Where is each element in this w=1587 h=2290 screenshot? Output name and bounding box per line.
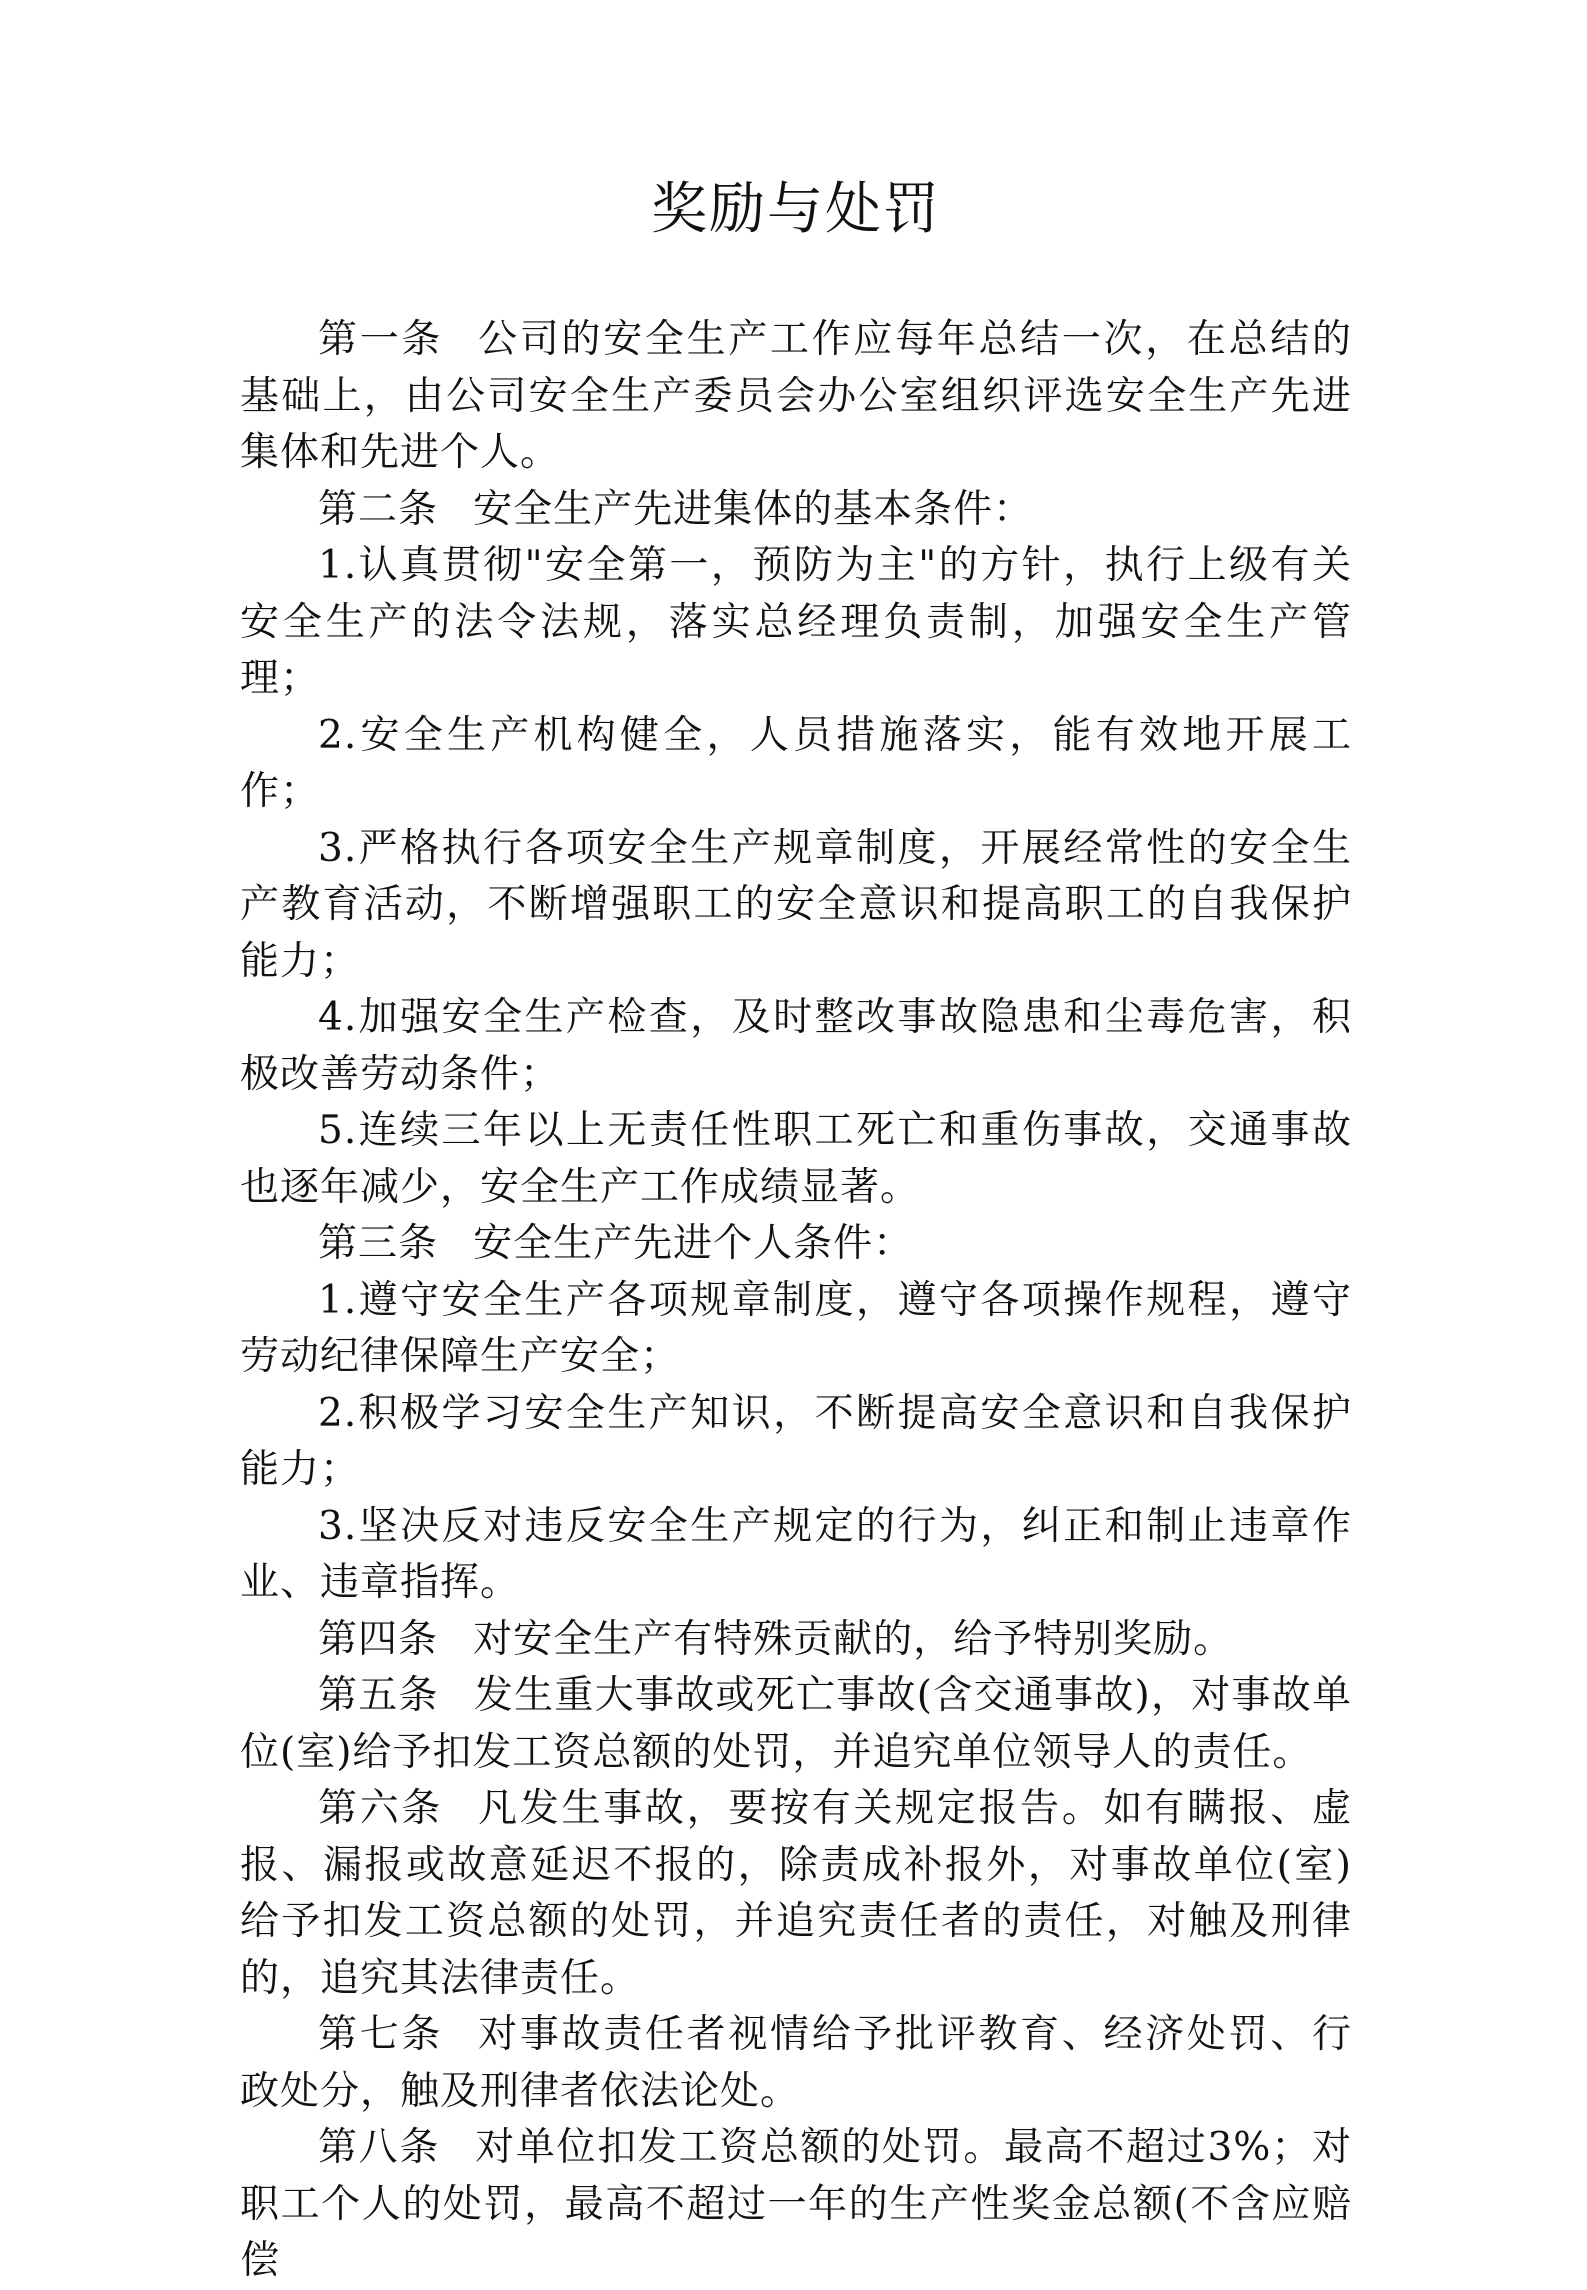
article-text: 对事故责任者视情给予批评教育、经济处罚、行政处分，触及刑律者依法论处。 xyxy=(240,2012,1352,2114)
item-text: 3.坚决反对违反安全生产规定的行为，纠正和制止违章作业、违章指挥。 xyxy=(240,1503,1352,1605)
article-label: 第四条 xyxy=(318,1616,439,1662)
article-text: 发生重大事故或死亡事故(含交通事故)，对事故单位(室)给予扣发工资总额的处罚，并追究单位领导人的责任。 xyxy=(240,1673,1352,1775)
article-5 xyxy=(240,1668,1352,1781)
item-text: 4.加强安全生产检查，及时整改事故隐患和尘毒危害，积极改善劳动条件； xyxy=(240,995,1352,1097)
item-text: 2.安全生产机构健全，人员措施落实，能有效地开展工作； xyxy=(240,712,1352,814)
article-2-item-3 xyxy=(240,821,1352,991)
article-2 xyxy=(240,482,1352,539)
article-text: 对单位扣发工资总额的处罚。最高不超过3%；对职工个人的处罚，最高不超过一年的生产性奖金总额(不含应赔偿 xyxy=(240,2125,1352,2283)
article-3-item-3 xyxy=(240,1499,1352,1612)
article-7 xyxy=(240,2007,1352,2120)
article-text: 对安全生产有特殊贡献的，给予特别奖励。 xyxy=(473,1616,1234,1662)
article-label: 第二条 xyxy=(318,486,439,532)
article-2-item-2 xyxy=(240,708,1352,821)
item-text: 2.积极学习安全生产知识，不断提高安全意识和自我保护能力； xyxy=(240,1390,1352,1492)
article-label: 第一条 xyxy=(318,317,444,362)
item-text: 3.严格执行各项安全生产规章制度，开展经常性的安全生产教育活动，不断增强职工的安全意识和提高职工的自我保护能力； xyxy=(240,825,1352,984)
article-1 xyxy=(240,312,1352,482)
article-label: 第八条 xyxy=(318,2125,441,2170)
article-label: 第三条 xyxy=(318,1221,439,1266)
item-text: 5.连续三年以上无责任性职工死亡和重伤事故，交通事故也逐年减少，安全生产工作成绩显著。 xyxy=(240,1108,1352,1210)
article-label: 第六条 xyxy=(318,1786,444,1831)
article-label: 第五条 xyxy=(318,1673,439,1718)
article-4 xyxy=(240,1612,1352,1669)
article-6 xyxy=(240,1781,1352,2007)
article-8 xyxy=(240,2120,1352,2290)
item-text: 1.认真贯彻"安全第一，预防为主"的方针，执行上级有关安全生产的法令法规，落实总经理负责制，加强安全生产管理； xyxy=(240,543,1352,701)
article-2-item-5 xyxy=(240,1103,1352,1216)
document-title: 奖励与处罚 xyxy=(651,177,941,242)
article-3-item-2 xyxy=(240,1386,1352,1499)
article-label: 第七条 xyxy=(318,2012,444,2057)
article-text: 安全生产先进集体的基本条件： xyxy=(473,486,1034,532)
article-2-item-1 xyxy=(240,538,1352,708)
article-text: 安全生产先进个人条件： xyxy=(473,1221,914,1266)
article-text: 凡发生事故，要按有关规定报告。如有瞒报、虚报、漏报或故意延迟不报的，除责成补报外，对事故单位(室)给予扣发工资总额的处罚，并追究责任者的责任，对触及刑律的，追究其法律责任。 xyxy=(240,1786,1352,2001)
article-3 xyxy=(240,1216,1352,1273)
item-text: 1.遵守安全生产各项规章制度，遵守各项操作规程，遵守劳动纪律保障生产安全； xyxy=(240,1277,1352,1379)
article-3-item-1 xyxy=(240,1273,1352,1386)
article-2-item-4 xyxy=(240,990,1352,1103)
article-text: 公司的安全生产工作应每年总结一次，在总结的基础上，由公司安全生产委员会办公室组织评选安全生产先进集体和先进个人。 xyxy=(240,317,1352,475)
